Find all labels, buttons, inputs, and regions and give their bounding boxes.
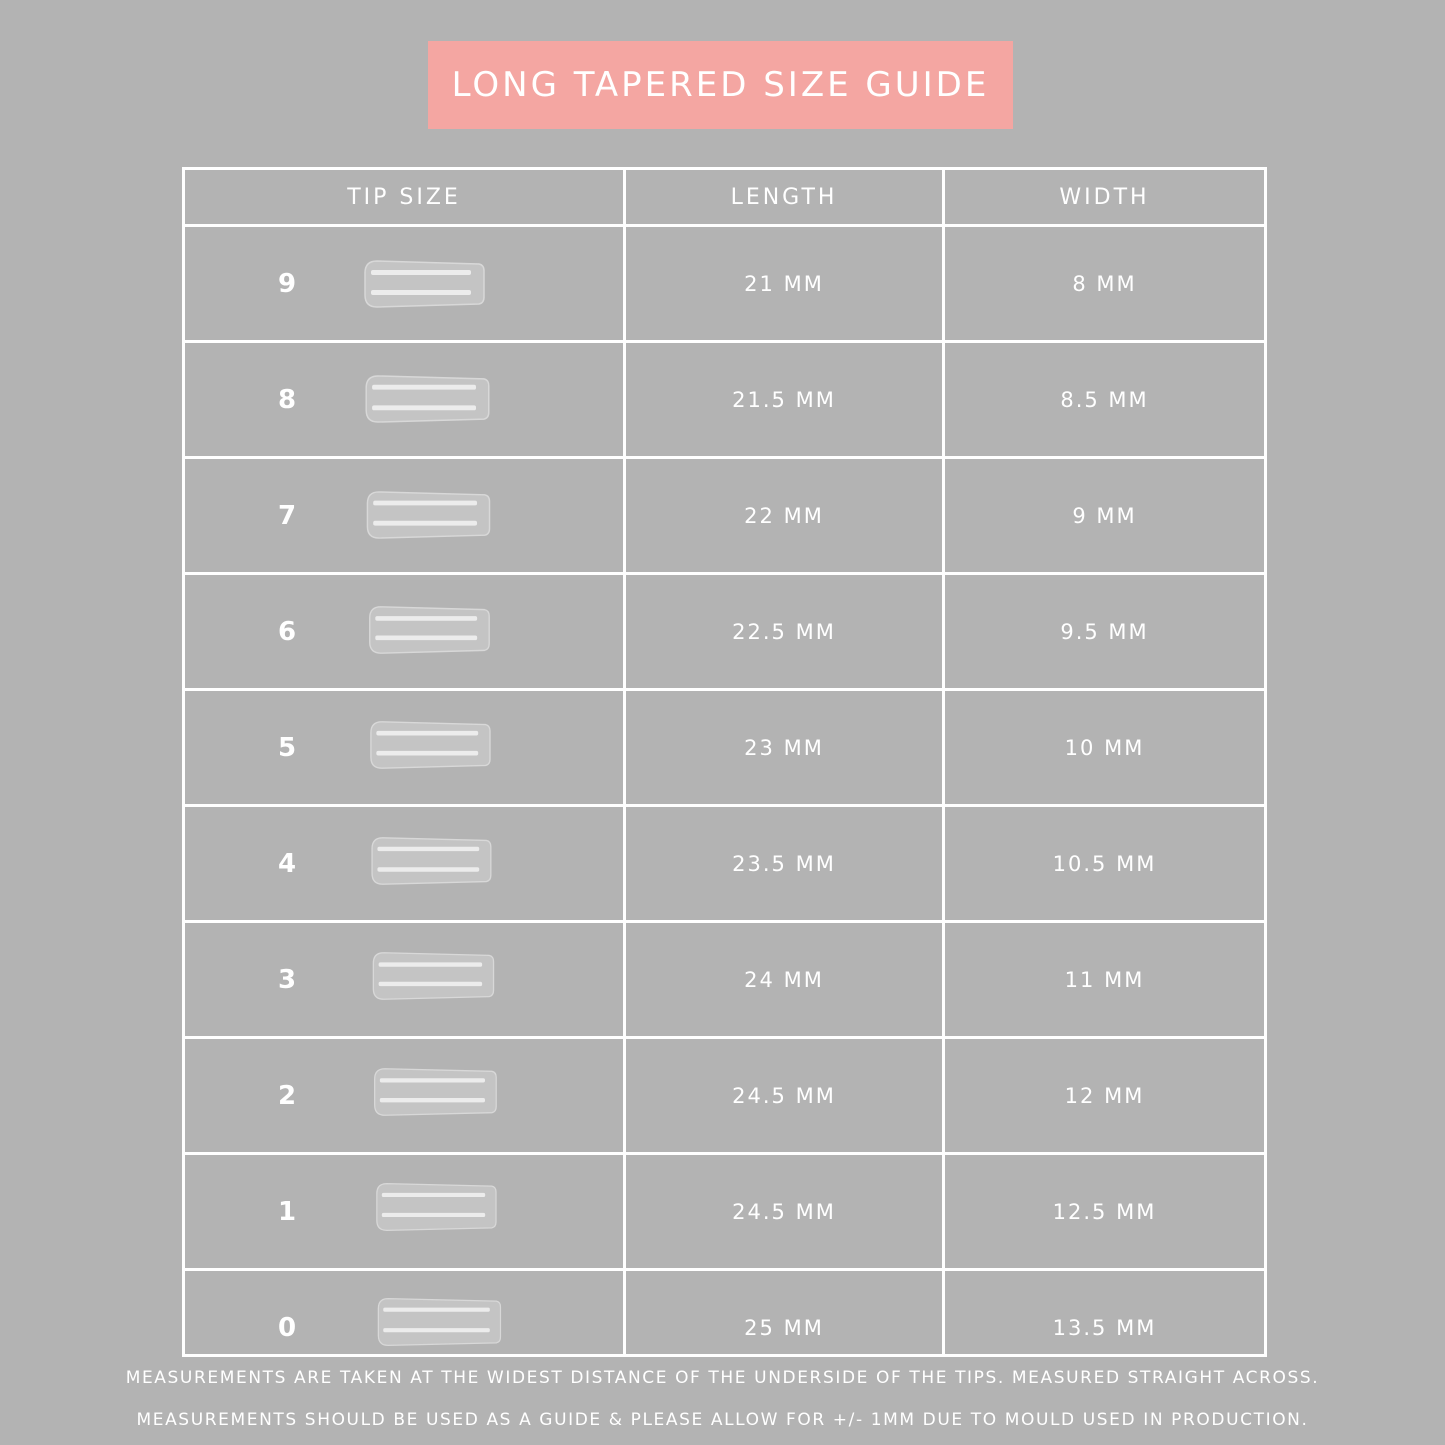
size-guide-table [182,167,1267,1357]
length-value: 21.5 MM [732,387,836,412]
tip-size-number: 5 [277,732,297,763]
table-row [185,575,1264,688]
nail-tip-icon [363,605,495,655]
tip-size-number: 8 [277,384,297,415]
nail-tip-icon [363,259,485,309]
table-row [185,1039,1264,1152]
width-value: 8 MM [1072,271,1137,296]
nail-tip-icon [363,1182,509,1232]
length-value: 23.5 MM [732,851,836,876]
nail-tip-icon [363,374,491,424]
width-value: 10 MM [1064,735,1145,760]
table-row [185,459,1264,572]
table-row [185,923,1264,1036]
width-value: 12 MM [1064,1083,1145,1108]
nail-tip-icon [363,720,497,770]
length-value: 22 MM [744,503,824,528]
width-value: 9.5 MM [1060,619,1149,644]
length-value: 24 MM [744,967,824,992]
tip-size-number: 9 [277,268,297,299]
length-value: 21 MM [744,271,824,296]
width-value: 8.5 MM [1060,387,1149,412]
tip-size-number: 3 [277,964,297,995]
width-value: 12.5 MM [1052,1199,1157,1224]
header-width: WIDTH [1059,184,1150,210]
nail-tip-icon [363,490,493,540]
length-value: 25 MM [744,1315,824,1340]
nail-tip-icon [363,1297,515,1347]
footnote-measurement-method: MEASUREMENTS ARE TAKEN AT THE WIDEST DISTANCE OF THE UNDERSIDE OF THE TIPS. MEASURED STRAIGHT ACROSS. [125,1368,1320,1388]
table-row [185,343,1264,456]
table-row [185,1155,1264,1268]
tip-size-number: 2 [277,1080,297,1111]
length-value: 24.5 MM [732,1199,836,1224]
table-header-row [185,170,1264,224]
tip-size-number: 0 [277,1312,297,1343]
table-row [185,691,1264,804]
width-value: 10.5 MM [1052,851,1157,876]
table-row [185,807,1264,920]
width-value: 11 MM [1064,967,1145,992]
header-length: LENGTH [730,184,838,210]
nail-tip-icon [363,836,499,886]
tip-size-number: 7 [277,500,297,531]
table-row [185,227,1264,340]
width-value: 13.5 MM [1052,1315,1157,1340]
length-value: 24.5 MM [732,1083,836,1108]
header-tip-size: TIP SIZE [347,184,461,210]
footnote-tolerance: MEASUREMENTS SHOULD BE USED AS A GUIDE & PLEASE ALLOW FOR +/- 1MM DUE TO MOULD USED IN PRODUCTION. [136,1410,1309,1430]
page-title: LONG TAPERED SIZE GUIDE [451,65,990,105]
tip-size-number: 1 [277,1196,297,1227]
length-value: 23 MM [744,735,824,760]
tip-size-number: 4 [277,848,297,879]
tip-size-number: 6 [277,616,297,647]
title-banner [428,41,1013,129]
length-value: 22.5 MM [732,619,836,644]
nail-tip-icon [363,1067,507,1117]
nail-tip-icon [363,951,503,1001]
width-value: 9 MM [1072,503,1137,528]
